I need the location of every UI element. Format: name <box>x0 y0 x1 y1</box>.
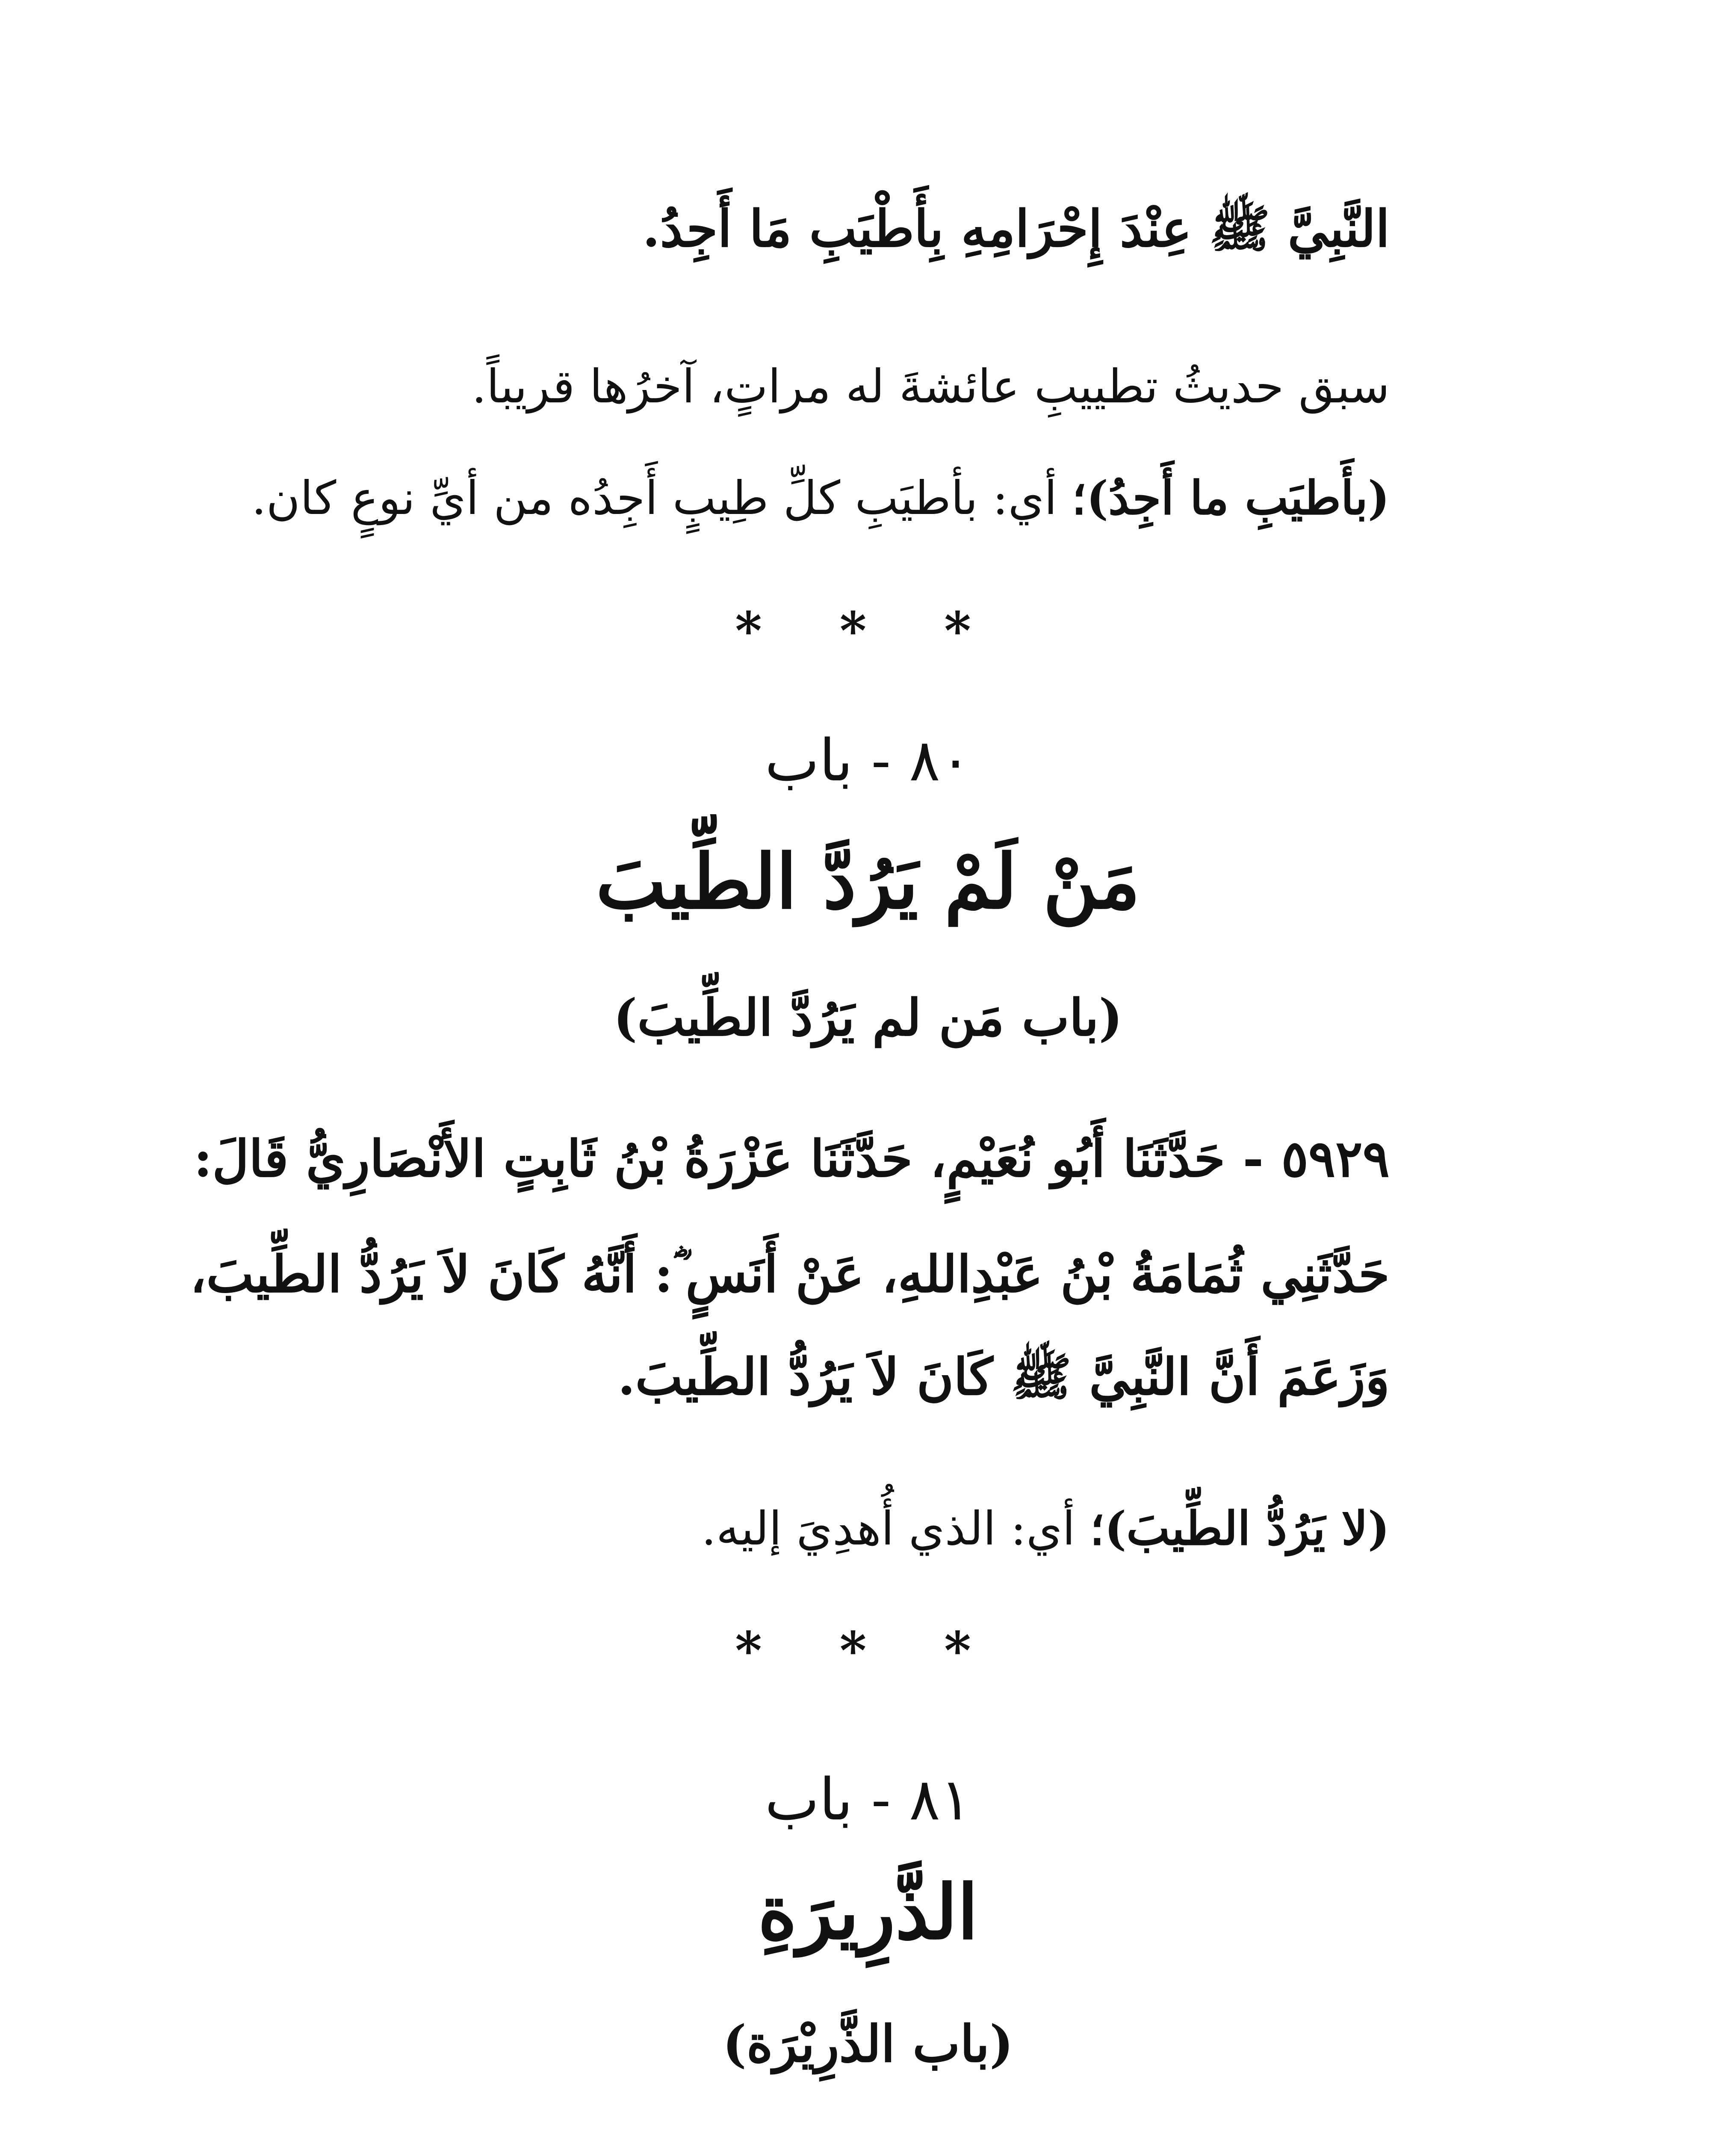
section-separator: * * * <box>735 1621 1001 1681</box>
commentary-line <box>701 1497 1390 1561</box>
hadith-text-line: حَدَّثَنِي ثُمَامَةُ بْنُ عَبْدِاللهِ، عَنْ أَنَسٍ ؓ: أَنَّهُ كَانَ لاَ يَرُدُّ الطِّيبَ، <box>190 1244 1390 1304</box>
commentary-keyword: (بأَطيَبِ ما أَجِدُ)؛ <box>1072 471 1390 525</box>
chapter-title: الذَّرِيرَةِ <box>758 1869 978 1956</box>
section-separator: * * * <box>735 601 1001 661</box>
chapter-number: ٨٠ - باب <box>765 727 971 794</box>
hadith-continuation: النَّبِيَّ ﷺ عِنْدَ إِحْرَامِهِ بِأَطْيَبِ مَا أَجِدُ. <box>642 199 1390 258</box>
hadith-text-line: ٥٩٢٩ - حَدَّثَنَا أَبُو نُعَيْمٍ، حَدَّثَنَا عَزْرَةُ بْنُ ثَابِتٍ الأَنْصَارِيُّ قَالَ: <box>193 1129 1390 1188</box>
commentary-text: أي: بأطيَبِ كلِّ طِيبٍ أَجِدُه من أيِّ نوعٍ كان. <box>251 472 1072 525</box>
commentary-line <box>251 466 1390 531</box>
hadith-text-line: وَزَعَمَ أَنَّ النَّبِيَّ ﷺ كَانَ لاَ يَرُدُّ الطِّيبَ. <box>617 1347 1390 1406</box>
commentary-keyword: (لا يَرُدُّ الطِّيبَ)؛ <box>1089 1502 1390 1556</box>
commentary-text: أي: الذي أُهدِيَ إليه. <box>701 1502 1090 1556</box>
commentary-line: سبق حديثُ تطييبِ عائشةَ له مراتٍ، آخرُها قريباً. <box>472 360 1390 413</box>
chapter-number: ٨١ - باب <box>765 1766 971 1833</box>
chapter-title: مَنْ لَمْ يَرُدَّ الطِّيبَ <box>596 838 1140 926</box>
chapter-subtitle: (باب مَن لم يَرُدَّ الطِّيبَ) <box>613 988 1123 1047</box>
chapter-subtitle: (باب الذَّرِيْرَة) <box>722 2014 1014 2073</box>
